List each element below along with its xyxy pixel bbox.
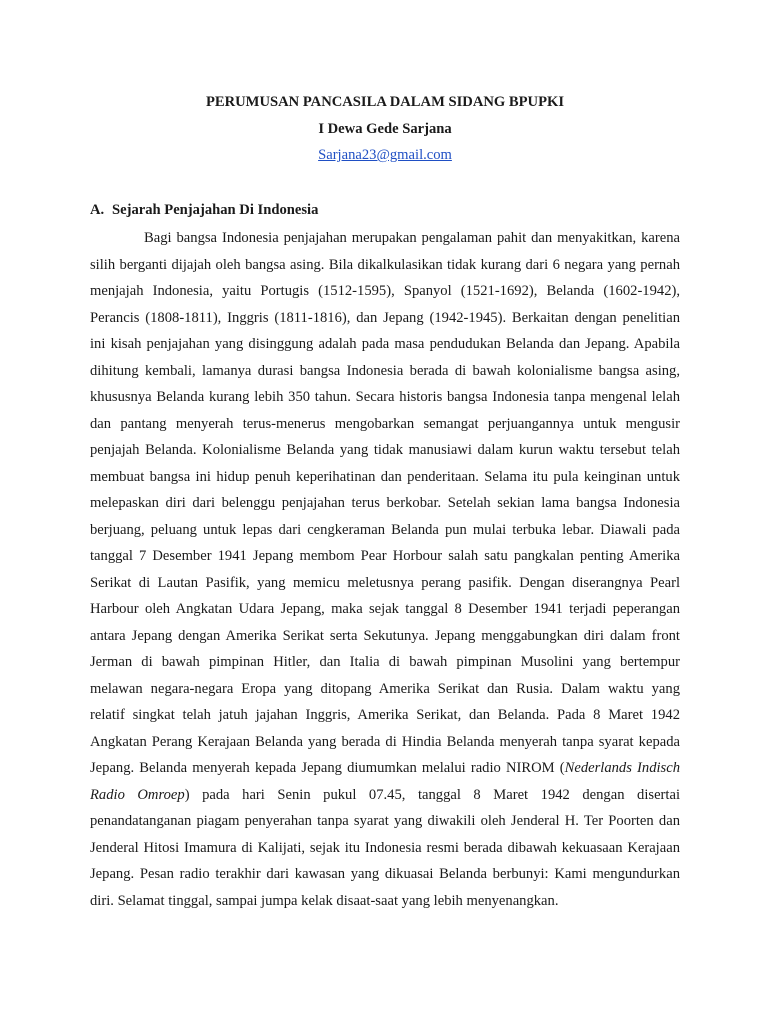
paragraph-line: Perancis (1808-1811), Inggris (1811-1816), dan Jepang (1942-1945). Berkaitan dengan penelitian [90, 309, 680, 326]
paragraph-line: ini kisah penjajahan yang disinggung adalah pada masa pendudukan Belanda dan Jepang. Apabila [90, 336, 680, 352]
paragraph-line: Serikat di Lautan Pasifik, yang memicu meletusnya perang pasifik. Dengan diserangnya Pearl [90, 574, 680, 591]
paragraph-line: relatif singkat telah jatuh jajahan Inggris, Amerika Serikat, dan Belanda. Pada 8 Maret 1942 [90, 707, 680, 723]
paragraph-line-mixed [90, 755, 680, 782]
section-heading [90, 200, 318, 220]
paragraph-line: Bagi bangsa Indonesia penjajahan merupakan pengalaman pahit dan menyakitkan, karena [144, 230, 680, 246]
line-text: ) pada hari Senin pukul 07.45, tanggal 8 Maret 1942 dengan disertai [184, 786, 680, 803]
paragraph-line: tanggal 7 Desember 1941 Jepang membom Pear Horbour salah satu pangkalan penting Amerika [90, 548, 680, 564]
paragraph-line: diri. Selamat tinggal, sampai jumpa kelak disaat-saat yang lebih menyenangkan. [90, 892, 559, 909]
paragraph-line: Jenderal Hitosi Imamura di Kalijati, sejak itu Indonesia resmi berada dibawah kekuasaan Kerajaan [90, 839, 680, 856]
italic-fragment: Nederlands Indisch [564, 760, 680, 776]
paragraph-line-mixed [90, 782, 680, 809]
paragraph-line: menjajah Indonesia, yaitu Portugis (1512-1595), Spanyol (1521-1692), Belanda (1602-1942), [90, 283, 680, 299]
body-paragraph [90, 225, 680, 914]
paragraph-line: Jerman di bawah pimpinan Hitler, dan Italia di bawah pimpinan Musolini yang bertempur [90, 654, 680, 670]
section-number: A. [90, 202, 105, 218]
paragraph-line: melepaskan diri dari belenggu penjajahan terus berkobar. Setelah sekian lama bangsa Indonesia [90, 495, 680, 511]
italic-fragment: Radio Omroep [90, 786, 185, 803]
page-title: PERUMUSAN PANCASILA DALAM SIDANG BPUPKI [205, 94, 565, 110]
paragraph-line: silih berganti dijajah oleh bangsa asing. Bila dikalkulasikan tidak kurang dari 6 negara yang pernah [90, 256, 680, 273]
section-title: Sejarah Penjajahan Di Indonesia [112, 202, 319, 218]
paragraph-line: Harbour oleh Angkatan Udara Jepang, maka sejak tanggal 8 Desember 1941 terjadi peperangan [90, 601, 680, 617]
author-email-link[interactable]: Sarjana23@gmail.com [318, 147, 452, 163]
paragraph-line: dan pantang menyerah terus-menerus mengobarkan semangat perjuangannya untuk mengusir [90, 415, 680, 432]
paragraph-line: Angkatan Perang Kerajaan Belanda yang berada di Hindia Belanda menyerah tanpa syarat kepada [90, 733, 680, 750]
line-text: Jepang. Belanda menyerah kepada Jepang diumumkan melalui radio NIROM ( [90, 760, 565, 776]
paragraph-line: dihitung kembali, lamanya durasi bangsa Indonesia berada di bawah kolonialisme bangsa asing, [90, 362, 680, 379]
paragraph-line: antara Jepang dengan Amerika Serikat serta Sekutunya. Jepang menggabungkan diri dalam front [90, 627, 680, 644]
paragraph-line: melawan negara-negara Eropa yang ditopang Amerika Serikat dan Rusia. Dalam waktu yang [90, 680, 680, 697]
paragraph-line: membuat bangsa ini hidup penuh keperihatinan dan penderitaan. Selama itu pula keinginan untuk [90, 468, 680, 485]
paragraph-line: penandatanganan piagam penyerahan tanpa syarat yang diwakili oleh Jenderal H. Ter Poorten dan [90, 813, 680, 829]
paragraph-line: berjuang, peluang untuk lepas dari cengkeraman Belanda pun mulai terbuka lebar. Diawali pada [90, 521, 680, 538]
paragraph-line: Jepang. Pesan radio terakhir dari kawasan yang dikuasai Belanda berbunyi: Kami mengundurkan [90, 866, 680, 882]
paragraph-line: khususnya Belanda kurang lebih 350 tahun. Secara historis bangsa Indonesia tanpa mengenal lelah [90, 389, 680, 405]
author-name: I Dewa Gede Sarjana [318, 121, 452, 137]
paragraph-line: penjajah Belanda. Kolonialisme Belanda yang tidak manusiawi dalam kurun waktu tersebut telah [90, 442, 680, 458]
